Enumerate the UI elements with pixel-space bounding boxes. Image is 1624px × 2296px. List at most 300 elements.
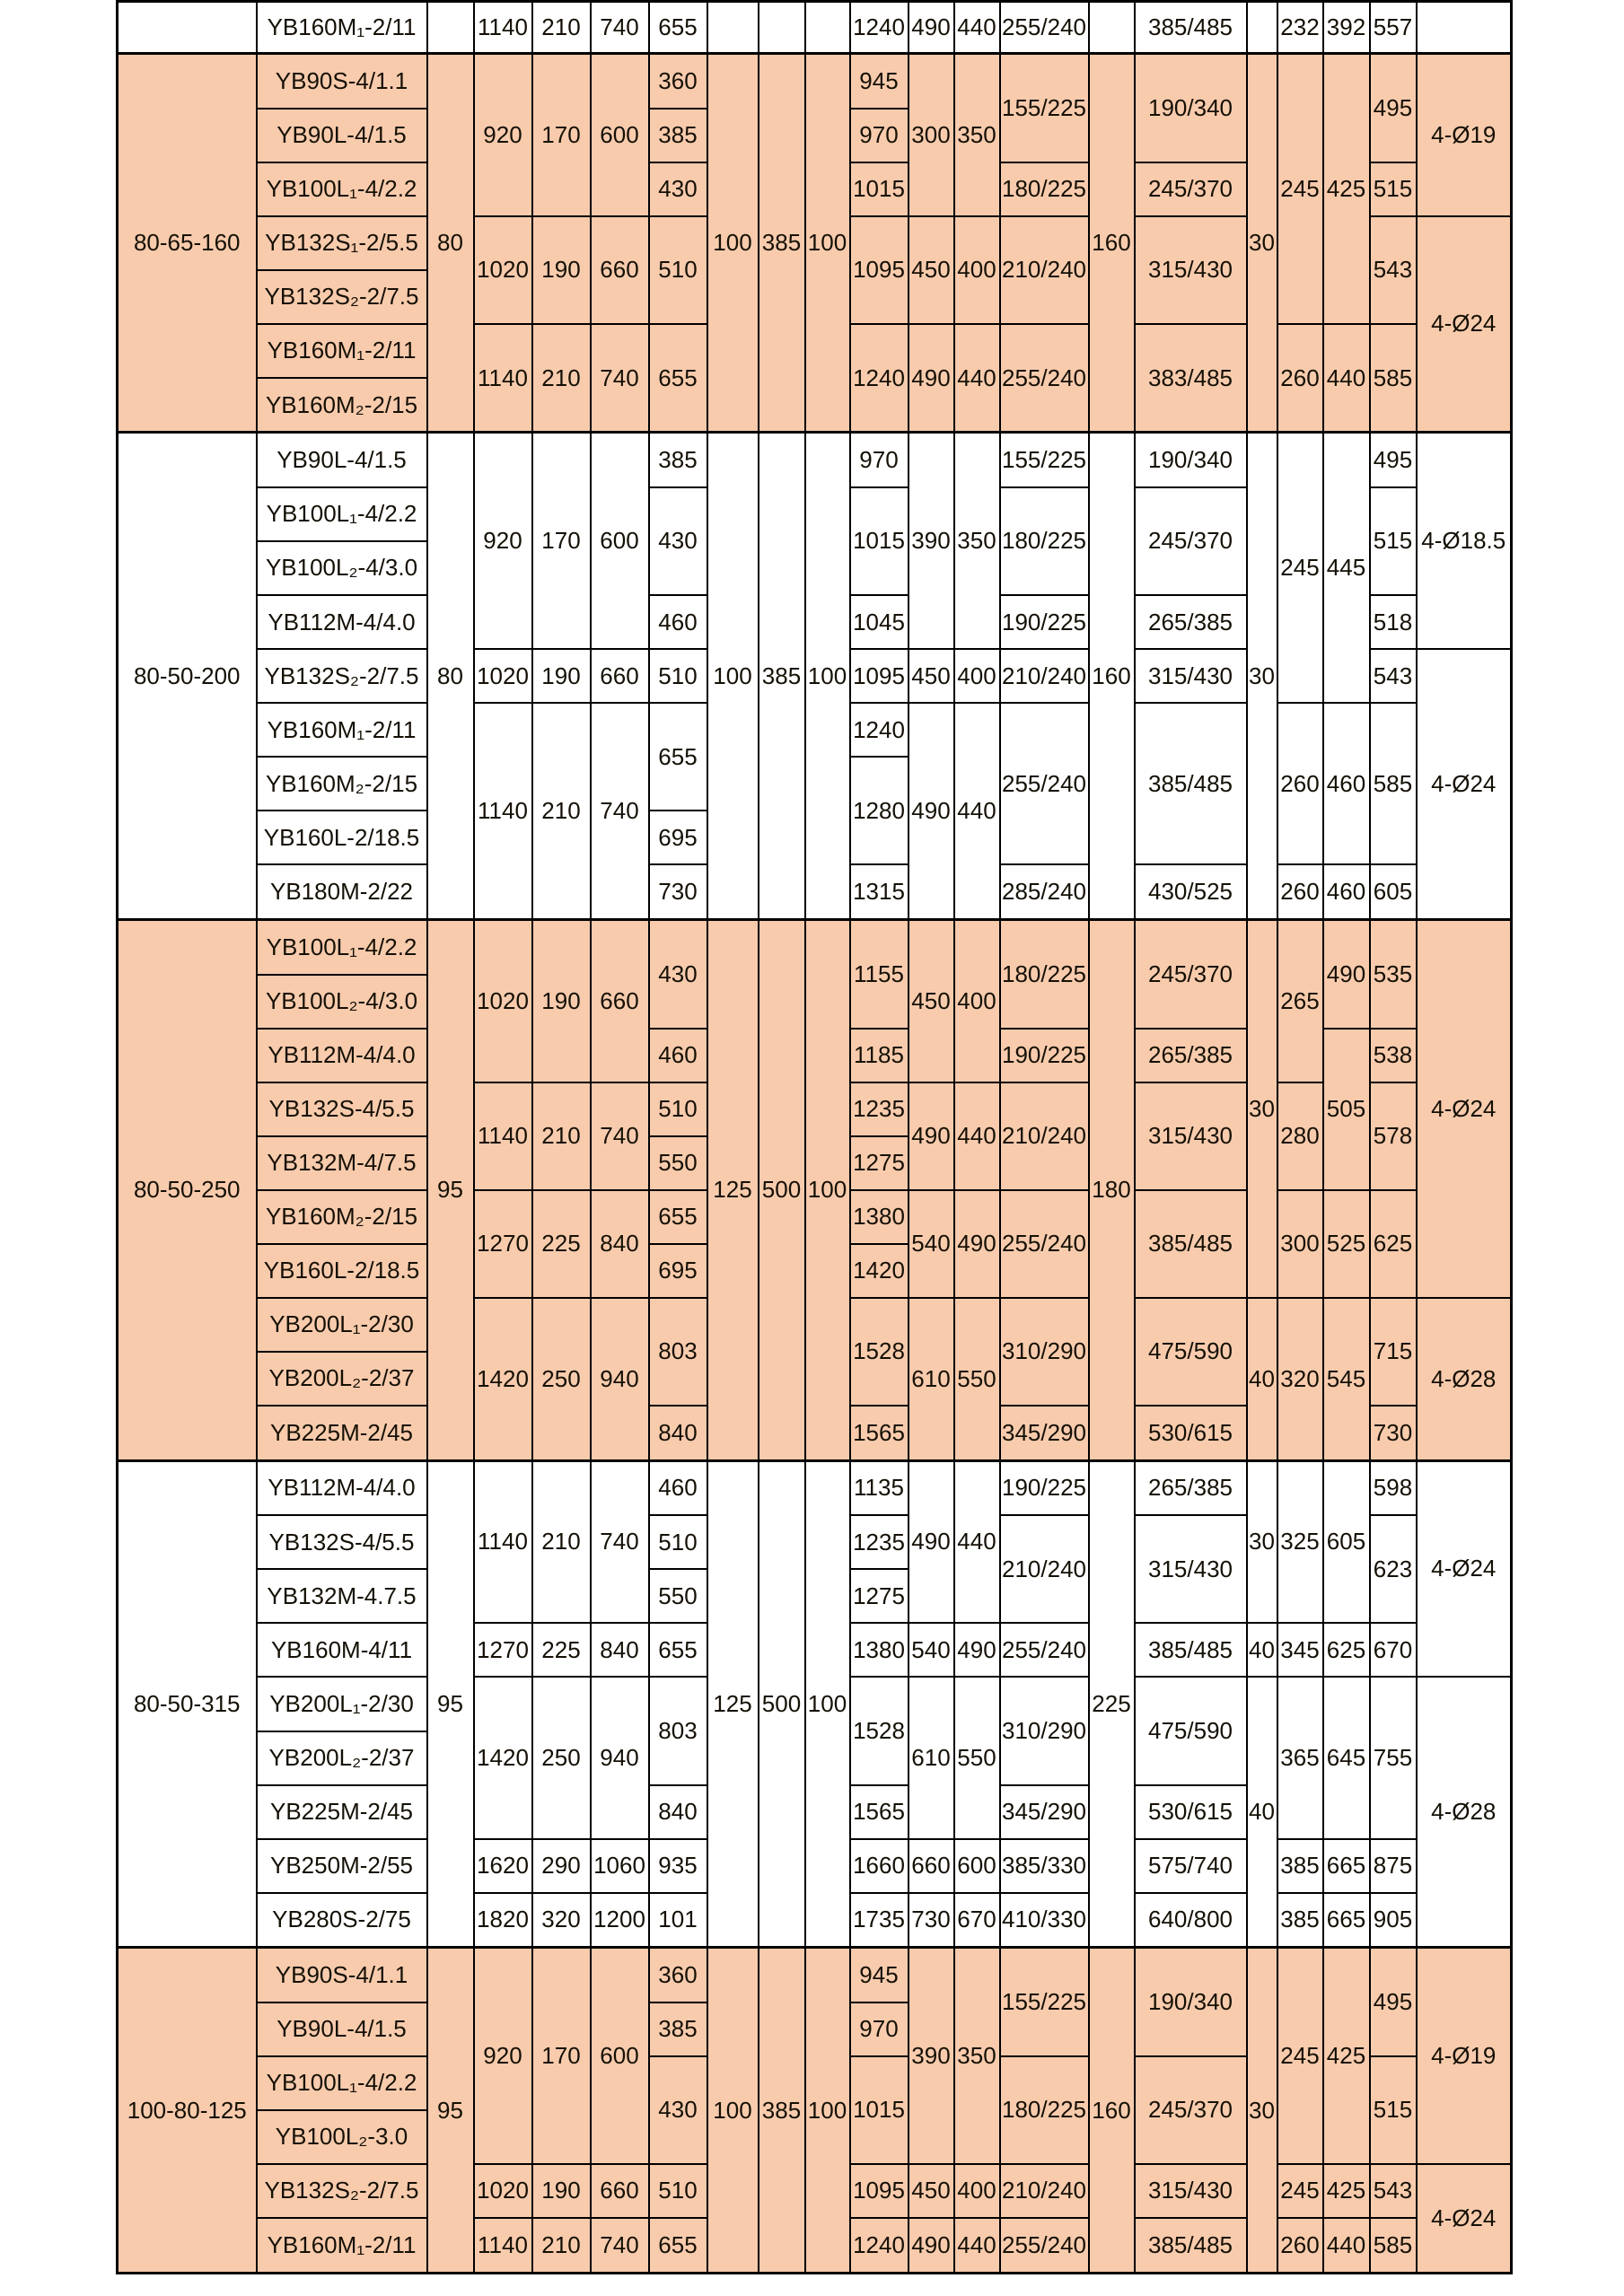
table-cell: 585 xyxy=(1370,2218,1417,2273)
table-cell: 345/290 xyxy=(1000,1406,1089,1460)
table-row xyxy=(118,920,1512,975)
table-cell: 265/385 xyxy=(1135,1460,1247,1515)
table-cell: YB132M-4.7.5 xyxy=(257,1569,427,1623)
table-cell: 385 xyxy=(649,2002,707,2056)
table-cell: 255/240 xyxy=(1000,2218,1089,2273)
table-cell: 623 xyxy=(1370,1515,1417,1623)
table-cell: YB160L-2/18.5 xyxy=(257,811,427,864)
table-cell: 940 xyxy=(591,1677,649,1838)
table-cell: 450 xyxy=(909,649,954,703)
table-cell: 345/290 xyxy=(1000,1785,1089,1839)
table-cell: 515 xyxy=(1370,487,1417,595)
table-body xyxy=(118,2,1512,2274)
table-cell: 1270 xyxy=(474,1623,532,1677)
table-cell: 4-Ø24 xyxy=(1417,920,1512,1298)
table-row xyxy=(118,1460,1512,1515)
table-cell: 515 xyxy=(1370,162,1417,216)
table-cell: 255/240 xyxy=(1000,1623,1089,1677)
table-cell: 550 xyxy=(649,1569,707,1623)
table-cell: 655 xyxy=(649,703,707,811)
table-cell: YB132S₁-2/5.5 xyxy=(257,216,427,270)
table-cell: YB250M-2/55 xyxy=(257,1839,427,1893)
table-cell: 1135 xyxy=(850,1460,909,1515)
table-cell: 100 xyxy=(805,54,850,433)
table-cell: 490 xyxy=(1323,920,1370,1029)
table-cell: 1315 xyxy=(850,864,909,919)
table-cell: 730 xyxy=(649,864,707,919)
table-cell: 740 xyxy=(591,324,649,433)
table-cell: 655 xyxy=(649,1623,707,1677)
table-cell: 1528 xyxy=(850,1298,909,1406)
table-cell-empty xyxy=(805,2,850,54)
table-cell: 598 xyxy=(1370,1460,1417,1515)
table-cell: 510 xyxy=(649,216,707,324)
table-cell: 160 xyxy=(1089,54,1135,433)
table-cell: 225 xyxy=(532,1623,591,1677)
table-cell: YB160M₁-2/11 xyxy=(257,703,427,757)
table-cell: 538 xyxy=(1370,1029,1417,1082)
table-cell: 970 xyxy=(850,109,909,162)
table-cell: 1020 xyxy=(474,920,532,1082)
table-cell: 1240 xyxy=(850,2218,909,2273)
table-cell: 1820 xyxy=(474,1893,532,1948)
table-cell: 190 xyxy=(532,216,591,324)
table-cell: 660 xyxy=(591,920,649,1082)
table-cell: 210 xyxy=(532,1460,591,1623)
table-cell-empty xyxy=(118,2,257,54)
table-cell: 1735 xyxy=(850,1893,909,1948)
table-cell: 385 xyxy=(1277,1839,1323,1893)
table-cell: 95 xyxy=(427,920,474,1461)
table-cell: 390 xyxy=(909,1948,954,2164)
table-cell: 440 xyxy=(954,703,1000,919)
table-cell: YB200L₂-2/37 xyxy=(257,1352,427,1406)
table-cell: 265 xyxy=(1277,920,1323,1082)
table-cell: 1060 xyxy=(591,1839,649,1893)
table-row xyxy=(118,1948,1512,2002)
table-cell: 4-Ø19 xyxy=(1417,54,1512,216)
table-cell: YB160M₁-2/11 xyxy=(257,2218,427,2273)
table-cell: YB132S₂-2/7.5 xyxy=(257,270,427,324)
table-cell: YB100L₂-4/3.0 xyxy=(257,975,427,1029)
table-cell: 95 xyxy=(427,1460,474,1948)
table-cell: 655 xyxy=(649,2218,707,2273)
table-cell: 30 xyxy=(1247,433,1277,920)
table-cell: 970 xyxy=(850,433,909,487)
table-cell: 385 xyxy=(649,433,707,487)
table-cell: 425 xyxy=(1323,1948,1370,2164)
table-cell: 557 xyxy=(1370,2,1417,54)
table-cell: 290 xyxy=(532,1839,591,1893)
table-cell: 440 xyxy=(954,1460,1000,1623)
table-cell: 655 xyxy=(649,2,707,54)
table-cell: 550 xyxy=(954,1298,1000,1460)
table-cell: 385 xyxy=(759,54,805,433)
table-cell: 385/485 xyxy=(1135,2,1247,54)
table-cell: 100 xyxy=(805,1948,850,2274)
table-cell: 245 xyxy=(1277,2164,1323,2218)
table-cell: 1200 xyxy=(591,1893,649,1948)
table-cell: 40 xyxy=(1247,1623,1277,1677)
table-cell: 665 xyxy=(1323,1893,1370,1948)
table-cell: 450 xyxy=(909,216,954,324)
table-cell: 400 xyxy=(954,649,1000,703)
table-cell: 345 xyxy=(1277,1623,1323,1677)
table-cell: 4-Ø28 xyxy=(1417,1677,1512,1947)
table-cell: 210 xyxy=(532,703,591,919)
table-cell: 920 xyxy=(474,433,532,649)
table-row xyxy=(118,54,1512,109)
table-cell: 495 xyxy=(1370,54,1417,162)
table-cell: 460 xyxy=(1323,703,1370,864)
table-cell: 440 xyxy=(954,1082,1000,1190)
table-cell: 315/430 xyxy=(1135,1082,1247,1190)
table-cell: 180/225 xyxy=(1000,487,1089,595)
table-cell: 1095 xyxy=(850,216,909,324)
table-cell: 740 xyxy=(591,2218,649,2273)
table-cell: 125 xyxy=(707,1460,759,1948)
table-cell: 490 xyxy=(909,324,954,433)
table-cell: 1420 xyxy=(474,1677,532,1838)
table-cell: 400 xyxy=(954,216,1000,324)
table-cell: 920 xyxy=(474,54,532,216)
table-cell: 80 xyxy=(427,433,474,920)
table-cell: 1155 xyxy=(850,920,909,1029)
table-cell: 670 xyxy=(954,1893,1000,1948)
table-cell: 460 xyxy=(649,1460,707,1515)
table-cell: 4-Ø18.5 xyxy=(1417,433,1512,649)
table-cell: 245/370 xyxy=(1135,920,1247,1029)
table-cell: 30 xyxy=(1247,1948,1277,2274)
table-cell: 605 xyxy=(1370,864,1417,919)
table-cell: 310/290 xyxy=(1000,1677,1089,1784)
table-cell: 655 xyxy=(649,1190,707,1244)
table-cell: 210 xyxy=(532,324,591,433)
table-cell: YB280S-2/75 xyxy=(257,1893,427,1948)
table-cell: 1240 xyxy=(850,703,909,757)
table-cell: 160 xyxy=(1089,1948,1135,2274)
table-cell: 350 xyxy=(954,433,1000,649)
table-cell: 155/225 xyxy=(1000,1948,1089,2056)
table-cell: 430 xyxy=(649,162,707,216)
table-cell: 315/430 xyxy=(1135,216,1247,324)
table-cell: 190/340 xyxy=(1135,433,1247,487)
table-cell: 730 xyxy=(909,1893,954,1948)
table-cell: 255/240 xyxy=(1000,1190,1089,1298)
table-cell: YB160M₂-2/15 xyxy=(257,378,427,433)
table-cell: 1140 xyxy=(474,2,532,54)
table-cell: 1045 xyxy=(850,595,909,649)
table-cell: 1280 xyxy=(850,757,909,864)
table-cell: 543 xyxy=(1370,216,1417,324)
table-cell: 575/740 xyxy=(1135,1839,1247,1893)
table-cell: 490 xyxy=(954,1623,1000,1677)
table-cell: 255/240 xyxy=(1000,324,1089,433)
table-cell: 490 xyxy=(909,2,954,54)
table-cell-empty xyxy=(1417,2,1512,54)
table-cell: YB132S₂-2/7.5 xyxy=(257,2164,427,2218)
table-cell: 490 xyxy=(954,1190,1000,1298)
table-cell: 1565 xyxy=(850,1785,909,1839)
table-cell: 40 xyxy=(1247,1298,1277,1460)
table-cell: 80-50-315 xyxy=(118,1460,257,1948)
table-cell: YB90S-4/1.1 xyxy=(257,54,427,109)
table-cell: 325 xyxy=(1277,1460,1323,1623)
table-cell: 1235 xyxy=(850,1082,909,1136)
table-cell: 250 xyxy=(532,1298,591,1460)
table-cell: 4-Ø24 xyxy=(1417,2164,1512,2273)
table-cell: YB132S-4/5.5 xyxy=(257,1515,427,1569)
table-cell: 840 xyxy=(649,1406,707,1460)
table-cell: 1020 xyxy=(474,216,532,324)
table-cell: 640/800 xyxy=(1135,1893,1247,1948)
table-cell: 730 xyxy=(1370,1406,1417,1460)
table-cell: 510 xyxy=(649,649,707,703)
table-cell: 585 xyxy=(1370,703,1417,864)
table-cell: 350 xyxy=(954,54,1000,216)
table-cell: 1240 xyxy=(850,2,909,54)
table-cell: 940 xyxy=(591,1298,649,1460)
table-cell: 260 xyxy=(1277,864,1323,919)
table-cell: 255/240 xyxy=(1000,2,1089,54)
table-cell: 490 xyxy=(909,1460,954,1623)
table-cell: 460 xyxy=(649,1029,707,1082)
table-cell: 385 xyxy=(1277,1893,1323,1948)
table-cell: 210/240 xyxy=(1000,2164,1089,2218)
table-cell: 490 xyxy=(909,1082,954,1190)
table-cell: 232 xyxy=(1277,2,1323,54)
table-cell: 155/225 xyxy=(1000,433,1089,487)
table-cell: 1015 xyxy=(850,487,909,595)
table-cell: 840 xyxy=(649,1785,707,1839)
table-cell: 385 xyxy=(759,1948,805,2274)
table-cell: 1185 xyxy=(850,1029,909,1082)
table-cell-empty xyxy=(759,2,805,54)
table-cell: 1275 xyxy=(850,1136,909,1190)
table-cell: YB225M-2/45 xyxy=(257,1785,427,1839)
table-cell: 840 xyxy=(591,1623,649,1677)
table-cell: 260 xyxy=(1277,703,1323,864)
table-cell: 515 xyxy=(1370,2056,1417,2164)
table-cell: 665 xyxy=(1323,1839,1370,1893)
table-cell: YB90L-4/1.5 xyxy=(257,433,427,487)
table-cell: 245/370 xyxy=(1135,487,1247,595)
table-cell: 490 xyxy=(909,703,954,919)
table-cell: 320 xyxy=(532,1893,591,1948)
table-cell: 530/615 xyxy=(1135,1785,1247,1839)
table-cell: 250 xyxy=(532,1677,591,1838)
table-cell-empty xyxy=(707,2,759,54)
table-cell: 440 xyxy=(1323,324,1370,433)
table-cell: 190 xyxy=(532,920,591,1082)
table-cell: 255/240 xyxy=(1000,703,1089,864)
table-cell: 625 xyxy=(1370,1190,1417,1298)
table-cell: YB200L₁-2/30 xyxy=(257,1677,427,1731)
table-cell: 210 xyxy=(532,1082,591,1190)
table-cell: YB90L-4/1.5 xyxy=(257,2002,427,2056)
table-cell: 190/225 xyxy=(1000,1029,1089,1082)
table-cell: 80-50-200 xyxy=(118,433,257,920)
table-cell: YB160M₁-2/11 xyxy=(257,2,427,54)
table-cell: 550 xyxy=(954,1677,1000,1838)
table-cell: 1140 xyxy=(474,1460,532,1623)
table-cell: 1380 xyxy=(850,1623,909,1677)
table-cell: 655 xyxy=(649,324,707,433)
table-cell: 210 xyxy=(532,2218,591,2273)
table-cell: 100 xyxy=(707,433,759,920)
table-cell: 210/240 xyxy=(1000,1082,1089,1190)
table-cell: 80-65-160 xyxy=(118,54,257,433)
table-cell: 430 xyxy=(649,487,707,595)
table-cell: 180/225 xyxy=(1000,2056,1089,2164)
pump-dimension-table xyxy=(116,0,1513,2274)
table-cell: YB100L₂-4/3.0 xyxy=(257,541,427,595)
table-cell: 245/370 xyxy=(1135,2056,1247,2164)
table-cell: 695 xyxy=(649,811,707,864)
table-cell: 190/225 xyxy=(1000,1460,1089,1515)
table-cell: 875 xyxy=(1370,1839,1417,1893)
table-cell: 695 xyxy=(649,1244,707,1298)
table-cell: 920 xyxy=(474,1948,532,2164)
table-cell: 605 xyxy=(1323,1460,1370,1623)
table-cell: 945 xyxy=(850,1948,909,2002)
table-cell: 1140 xyxy=(474,1082,532,1190)
table-cell: 475/590 xyxy=(1135,1298,1247,1406)
table-cell: 600 xyxy=(591,433,649,649)
table-cell-empty xyxy=(427,2,474,54)
table-cell: 755 xyxy=(1370,1677,1417,1838)
table-cell: 350 xyxy=(954,1948,1000,2164)
table-cell: 1270 xyxy=(474,1190,532,1298)
table-cell: YB100L₁-4/2.2 xyxy=(257,920,427,975)
table-cell: YB160M₁-2/11 xyxy=(257,324,427,378)
table-cell: 740 xyxy=(591,703,649,919)
table-cell: 1240 xyxy=(850,324,909,433)
table-cell: 125 xyxy=(707,920,759,1461)
table-cell: 360 xyxy=(649,54,707,109)
table-cell: 190 xyxy=(532,2164,591,2218)
table-cell: 400 xyxy=(954,2164,1000,2218)
table-cell: 500 xyxy=(759,1460,805,1948)
table-cell: 315/430 xyxy=(1135,649,1247,703)
table-cell: 518 xyxy=(1370,595,1417,649)
table-cell: 385 xyxy=(759,433,805,920)
table-cell: 300 xyxy=(909,54,954,216)
table-cell: 600 xyxy=(591,1948,649,2164)
table-cell: 190 xyxy=(532,649,591,703)
table-cell: 385/330 xyxy=(1000,1839,1089,1893)
table-cell: 740 xyxy=(591,1460,649,1623)
table-cell: YB132M-4/7.5 xyxy=(257,1136,427,1190)
table-cell: 1140 xyxy=(474,703,532,919)
table-cell: 1140 xyxy=(474,324,532,433)
table-cell: 100 xyxy=(707,54,759,433)
table-cell: 803 xyxy=(649,1677,707,1784)
table-cell: 1015 xyxy=(850,162,909,216)
table-cell: 1235 xyxy=(850,1515,909,1569)
table-cell: 210/240 xyxy=(1000,216,1089,324)
table-cell: 210/240 xyxy=(1000,1515,1089,1623)
table-cell: 385 xyxy=(649,109,707,162)
table-cell: 430 xyxy=(649,2056,707,2164)
table-cell: 970 xyxy=(850,2002,909,2056)
table-cell: 660 xyxy=(591,2164,649,2218)
table-cell: 225 xyxy=(532,1190,591,1298)
table-cell: YB160L-2/18.5 xyxy=(257,1244,427,1298)
table-cell: YB100L₁-4/2.2 xyxy=(257,162,427,216)
table-cell: 100 xyxy=(805,920,850,1461)
table-cell: 1660 xyxy=(850,1839,909,1893)
table-cell: 500 xyxy=(759,920,805,1461)
table-cell: YB132S₂-2/7.5 xyxy=(257,649,427,703)
table-cell: 1565 xyxy=(850,1406,909,1460)
table-cell: 1095 xyxy=(850,2164,909,2218)
table-cell: 210/240 xyxy=(1000,649,1089,703)
table-cell: 300 xyxy=(1277,1190,1323,1298)
table-cell: 385/485 xyxy=(1135,2218,1247,2273)
table-cell: 285/240 xyxy=(1000,864,1089,919)
table-cell: 495 xyxy=(1370,433,1417,487)
table-cell: 545 xyxy=(1323,1298,1370,1460)
table-cell: 245 xyxy=(1277,1948,1323,2164)
table-cell: 4-Ø24 xyxy=(1417,649,1512,919)
table-cell: 170 xyxy=(532,54,591,216)
table-cell: 1020 xyxy=(474,2164,532,2218)
table-cell: 625 xyxy=(1323,1623,1370,1677)
table-cell: 100-80-125 xyxy=(118,1948,257,2274)
table-cell: 4-Ø19 xyxy=(1417,1948,1512,2164)
table-cell: 460 xyxy=(649,595,707,649)
table-cell: 30 xyxy=(1247,1460,1277,1623)
table-cell: 385/485 xyxy=(1135,1623,1247,1677)
table-cell: 180/225 xyxy=(1000,920,1089,1029)
table-cell: 265/385 xyxy=(1135,595,1247,649)
table-cell: 320 xyxy=(1277,1298,1323,1460)
table-cell: 425 xyxy=(1323,54,1370,324)
table-cell: 155/225 xyxy=(1000,54,1089,162)
table-cell: YB100L₁-4/2.2 xyxy=(257,487,427,541)
table-cell: 1420 xyxy=(850,1244,909,1298)
table-cell: 1095 xyxy=(850,649,909,703)
table-cell: 440 xyxy=(954,2218,1000,2273)
table-cell: YB180M-2/22 xyxy=(257,864,427,919)
table-cell: 385/485 xyxy=(1135,703,1247,864)
table-cell: YB200L₁-2/30 xyxy=(257,1298,427,1352)
table-cell: 280 xyxy=(1277,1082,1323,1190)
table-cell: 450 xyxy=(909,2164,954,2218)
table-cell: 365 xyxy=(1277,1677,1323,1838)
table-cell: 385/485 xyxy=(1135,1190,1247,1298)
table-cell: 430 xyxy=(649,920,707,1029)
table-cell: 660 xyxy=(591,649,649,703)
table-cell: 660 xyxy=(591,216,649,324)
table-cell: YB112M-4/4.0 xyxy=(257,595,427,649)
table-cell: 265/385 xyxy=(1135,1029,1247,1082)
table-cell: 360 xyxy=(649,1948,707,2002)
table-cell: 445 xyxy=(1323,433,1370,703)
table-cell: YB112M-4/4.0 xyxy=(257,1029,427,1082)
table-cell: 610 xyxy=(909,1677,954,1838)
table-cell: 245/370 xyxy=(1135,162,1247,216)
table-cell: 440 xyxy=(954,324,1000,433)
table-cell: 170 xyxy=(532,1948,591,2164)
table-cell: 1140 xyxy=(474,2218,532,2273)
table-cell: 530/615 xyxy=(1135,1406,1247,1460)
table-cell: 935 xyxy=(649,1839,707,1893)
table-cell: 310/290 xyxy=(1000,1298,1089,1406)
table-cell: 495 xyxy=(1370,1948,1417,2056)
table-cell: 505 xyxy=(1323,1029,1370,1190)
